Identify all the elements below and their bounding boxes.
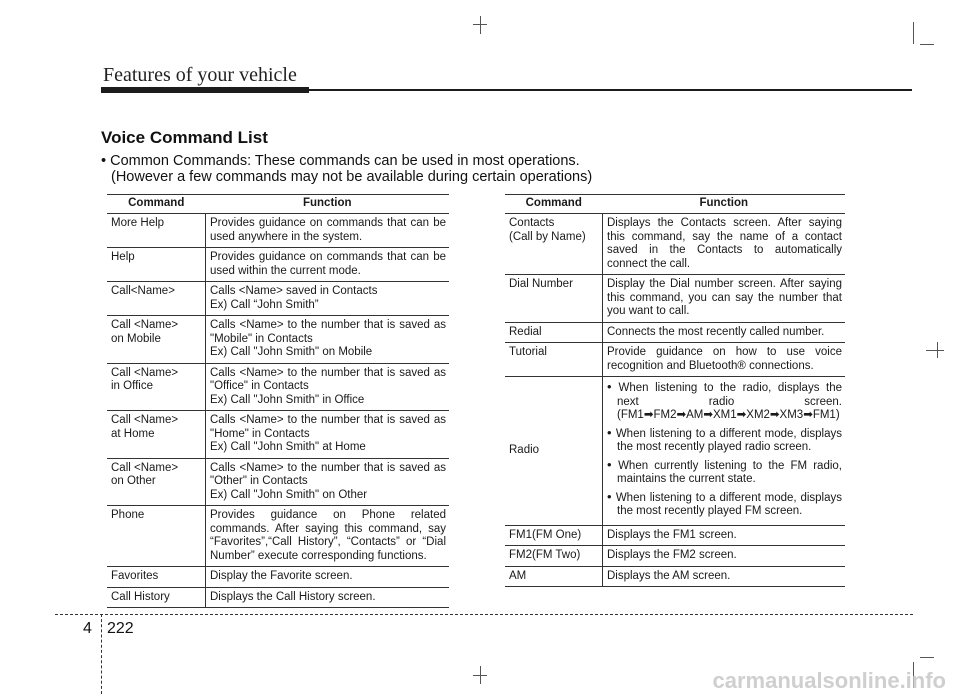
table-row [107,567,449,588]
function-cell: Calls <Name> to the number that is saved as "Office" in Contacts Ex) Call "John Smith" in Office [206,363,450,411]
command-cell: Radio [505,377,603,526]
command-cell: Call <Name> on Mobile [107,316,206,364]
command-cell: Favorites [107,567,206,588]
radio-bullet-text: When listening to a different mode, displays the most recently played FM screen. [615,491,842,517]
header-rule-thick [101,87,309,93]
table-row [505,343,845,377]
function-cell: Provide guidance on how to use voice recognition and Bluetooth® connections. [603,343,846,377]
command-cell: AM [505,566,603,587]
function-cell: Calls <Name> to the number that is saved as "Mobile" in Contacts Ex) Call "John Smith" on Mobile [206,316,450,364]
chapter-number: 4 [83,620,92,637]
footer-dashed-vertical-rule [101,614,102,694]
radio-bullet-text: When listening to a different mode, displays the most recently played radio screen. [615,427,842,453]
command-cell: Tutorial [505,343,603,377]
command-cell: Call History [107,587,206,608]
column-header-function: Function [603,195,846,214]
function-cell: Calls <Name> saved in Contacts Ex) Call “John Smith” [206,282,450,316]
table-row [505,275,845,323]
footer-dashed-rule [55,614,913,615]
section-title: Voice Command List [101,128,268,147]
crop-mark-top-center-h [473,24,487,25]
intro-line-2: (However a few commands may not be available during certain operations) [111,169,593,185]
radio-bullet-item [607,458,842,487]
command-cell: Dial Number [505,275,603,323]
table-row [505,214,845,275]
crop-mark-top-center [480,16,481,34]
watermark-text: carmanualsonline.info [712,668,946,693]
table-row [107,214,449,248]
crop-mark-right-mid-h [926,350,944,351]
command-cell: Help [107,248,206,282]
command-cell: Phone [107,506,206,567]
function-cell: Displays the FM2 screen. [603,546,846,567]
crop-mark-top-right [913,22,914,44]
command-cell: Call <Name> on Other [107,458,206,506]
function-cell: Displays the Call History screen. [206,587,450,608]
left-command-table [107,194,449,608]
function-cell-radio [603,377,846,526]
table-row [107,506,449,567]
command-cell: FM1(FM One) [505,525,603,546]
crop-mark-bottom-right-h [920,657,934,658]
command-cell: Call <Name> at Home [107,411,206,459]
function-cell: Provides guidance on Phone related commands. After saying this command, say “Favorites”,“Call History”, “Contacts” or “Dial Number” execute corresponding functions. [206,506,450,567]
command-cell: Call <Name> in Office [107,363,206,411]
radio-bullet-text: When currently listening to the FM radio, maintains the current state. [617,459,842,485]
command-cell: Call<Name> [107,282,206,316]
crop-mark-top-right-h [920,44,934,45]
table-row [505,322,845,343]
table-row [107,411,449,459]
table-row [107,282,449,316]
command-cell: Contacts (Call by Name) [505,214,603,275]
function-cell: Displays the Contacts screen. After saying this command, say the name of a contact saved in the Contacts to automatically connect the call. [603,214,846,275]
table-row [107,316,449,364]
function-cell: Calls <Name> to the number that is saved as "Other" in Contacts Ex) Call "John Smith" on Other [206,458,450,506]
column-header-command: Command [505,195,603,214]
bullet-icon: • [607,456,619,472]
function-cell: Provides guidance on commands that can be used anywhere in the system. [206,214,450,248]
table-row [107,363,449,411]
function-cell: Display the Favorite screen. [206,567,450,588]
table-row [505,566,845,587]
right-command-table [505,194,845,587]
table-row [505,377,845,526]
table-header-row [505,195,845,214]
page-number: 222 [107,620,134,637]
column-header-function: Function [206,195,450,214]
intro-text [101,153,592,185]
function-cell: Calls <Name> to the number that is saved as "Home" in Contacts Ex) Call "John Smith" at Home [206,411,450,459]
function-cell: Displays the AM screen. [603,566,846,587]
table-row [107,587,449,608]
function-cell: Connects the most recently called number. [603,322,846,343]
table-row [505,546,845,567]
function-cell: Displays the FM1 screen. [603,525,846,546]
crop-mark-bottom-center-h [473,675,487,676]
command-cell: Redial [505,322,603,343]
header-rule-thin [309,89,912,91]
table-row [107,458,449,506]
function-cell: Display the Dial number screen. After saying this command, you can say the number that you want to call. [603,275,846,323]
bullet-icon: • [607,379,619,394]
radio-bullet-item [607,426,842,455]
command-cell: FM2(FM Two) [505,546,603,567]
command-cell: More Help [107,214,206,248]
table-header-row [107,195,449,214]
radio-bullet-item [607,380,842,423]
bullet-icon: • [607,488,616,504]
function-cell: Provides guidance on commands that can be used within the current mode. [206,248,450,282]
column-header-command: Command [107,195,206,214]
table-row [505,525,845,546]
radio-bullet-item [607,490,842,519]
page-header-title: Features of your vehicle [103,64,297,86]
radio-bullet-text: When listening to the radio, displays the next radio screen. (FM1➡FM2➡AM➡XM1➡XM2➡XM3➡FM1) [617,382,842,421]
intro-line-1: • Common Commands: These commands can be used in most operations. [101,153,580,169]
table-row [107,248,449,282]
bullet-icon: • [607,424,616,440]
